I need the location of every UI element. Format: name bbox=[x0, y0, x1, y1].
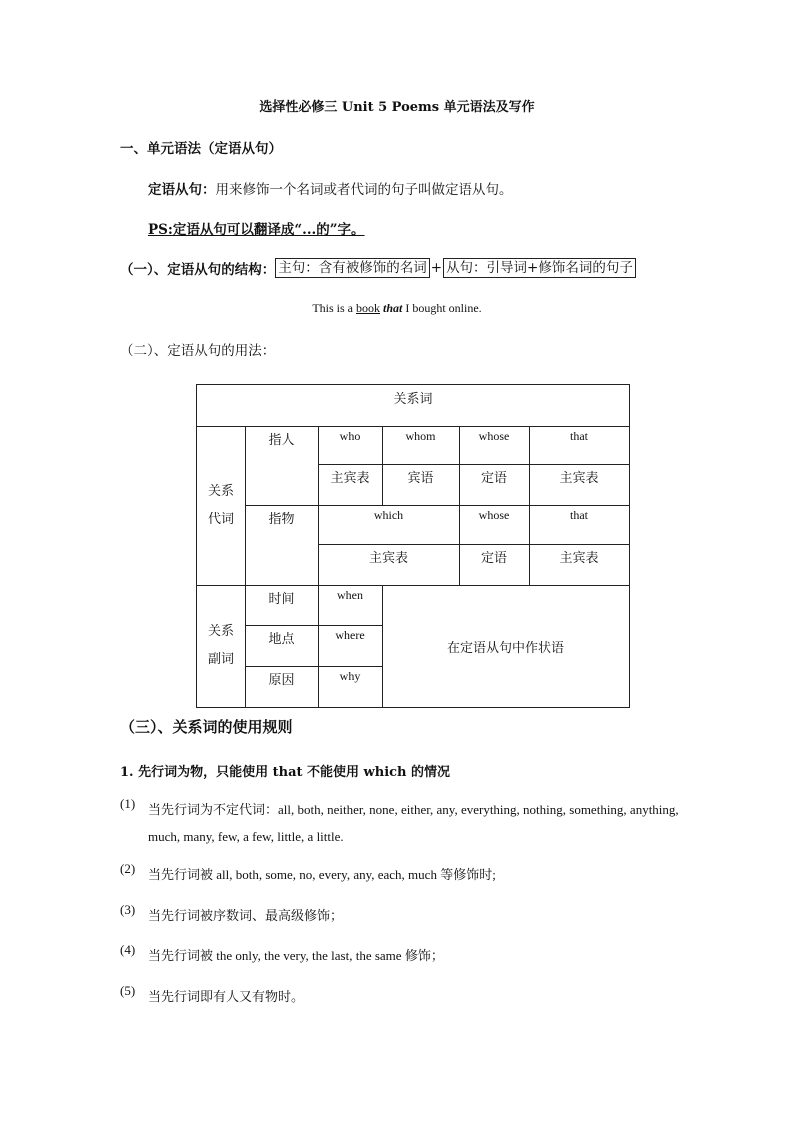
usage-heading: （二）、定语从句的用法： bbox=[120, 343, 276, 359]
relative-adverb-label bbox=[197, 585, 245, 707]
rule-item-number: (1) bbox=[120, 796, 136, 811]
rule-item-text: 当先行词为不定代词：all, both, neither, none, either, any, everything, nothing, something, anything, much, many, few, a few, little, a little. bbox=[148, 802, 679, 844]
pronoun-label-line1: 关系 bbox=[207, 483, 234, 499]
why-cell: why bbox=[339, 669, 361, 683]
rule-item-4 bbox=[120, 942, 688, 969]
rule-item-text: 当先行词被 all, both, some, no, every, any, each, much 等修饰时; bbox=[148, 867, 496, 882]
rule-item-2 bbox=[120, 861, 688, 888]
section-heading-grammar: 一、单元语法（定语从句） bbox=[120, 141, 282, 157]
ps-note: PS:定语从句可以翻译成“...的”字。 bbox=[148, 222, 365, 238]
thing-label: 指物 bbox=[268, 512, 295, 527]
adverbial-function-cell: 在定语从句中作状语 bbox=[446, 640, 564, 656]
plus-sign: + bbox=[430, 260, 443, 276]
which-cell: which bbox=[373, 508, 404, 522]
example-sentence bbox=[0, 301, 794, 316]
that-person-cell: that bbox=[570, 429, 588, 443]
that-person-function-cell: 主宾表 bbox=[559, 471, 599, 486]
structure-label: （一）、定语从句的结构： bbox=[120, 262, 276, 278]
sub-clause-box: 从句：引导词+修饰名词的句子 bbox=[443, 258, 636, 278]
who-function-cell: 主宾表 bbox=[330, 471, 370, 486]
relative-pronoun-label bbox=[197, 426, 245, 585]
main-clause-box: 主句：含有被修饰的名词 bbox=[275, 258, 430, 278]
whose-person-cell: whose bbox=[478, 429, 510, 443]
place-label: 地点 bbox=[268, 632, 295, 647]
rule-item-text: 当先行词即有人又有物时。 bbox=[148, 989, 305, 1004]
rule-item-number: (3) bbox=[120, 902, 136, 917]
time-label: 时间 bbox=[268, 592, 295, 607]
example-noun: book bbox=[356, 301, 380, 315]
document-title: 选择性必修三 Unit 5 Poems 单元语法及写作 bbox=[259, 100, 535, 115]
person-label: 指人 bbox=[268, 433, 295, 448]
whom-function-cell: 宾语 bbox=[407, 471, 434, 486]
example-part1: This is a bbox=[312, 301, 356, 315]
which-function-cell: 主宾表 bbox=[368, 551, 408, 566]
example-part2: I bought online. bbox=[402, 301, 482, 315]
relative-words-table bbox=[196, 384, 630, 708]
rule-item-number: (5) bbox=[120, 983, 136, 998]
whose-thing-function-cell: 定语 bbox=[480, 551, 507, 566]
whose-person-function-cell: 定语 bbox=[480, 471, 507, 486]
example-relative: that bbox=[383, 301, 403, 315]
rule-1-heading: 1. 先行词为物，只能使用 that 不能使用 which 的情况 bbox=[120, 765, 451, 780]
table-header: 关系词 bbox=[393, 392, 433, 407]
rule-item-text: 当先行词被序数词、最高级修饰； bbox=[148, 908, 344, 923]
definition-line bbox=[148, 178, 513, 198]
when-cell: when bbox=[337, 588, 363, 602]
definition-label: 定语从句： bbox=[148, 182, 216, 198]
who-cell: who bbox=[339, 429, 361, 443]
structure-line bbox=[120, 258, 636, 278]
rule-item-text: 当先行词被 the only, the very, the last, the same 修饰； bbox=[148, 948, 444, 963]
rule-item-5 bbox=[120, 983, 688, 1010]
rule-item-3 bbox=[120, 902, 688, 929]
adverb-label-line2: 副词 bbox=[207, 652, 234, 667]
rule-item-number: (4) bbox=[120, 942, 136, 957]
that-thing-cell: that bbox=[570, 508, 588, 522]
reason-label: 原因 bbox=[268, 673, 295, 688]
section-heading-rules: （三）、关系词的使用规则 bbox=[120, 718, 293, 736]
whom-cell: whom bbox=[405, 429, 436, 443]
whose-thing-cell: whose bbox=[478, 508, 510, 522]
rule-item-1 bbox=[120, 796, 688, 850]
adverb-label-line1: 关系 bbox=[207, 624, 234, 639]
pronoun-label-line2: 代词 bbox=[207, 511, 234, 527]
definition-text: 用来修饰一个名词或者代词的句子叫做定语从句。 bbox=[215, 182, 513, 198]
where-cell: where bbox=[335, 628, 365, 642]
rule-item-number: (2) bbox=[120, 861, 136, 876]
that-thing-function-cell: 主宾表 bbox=[559, 551, 599, 566]
